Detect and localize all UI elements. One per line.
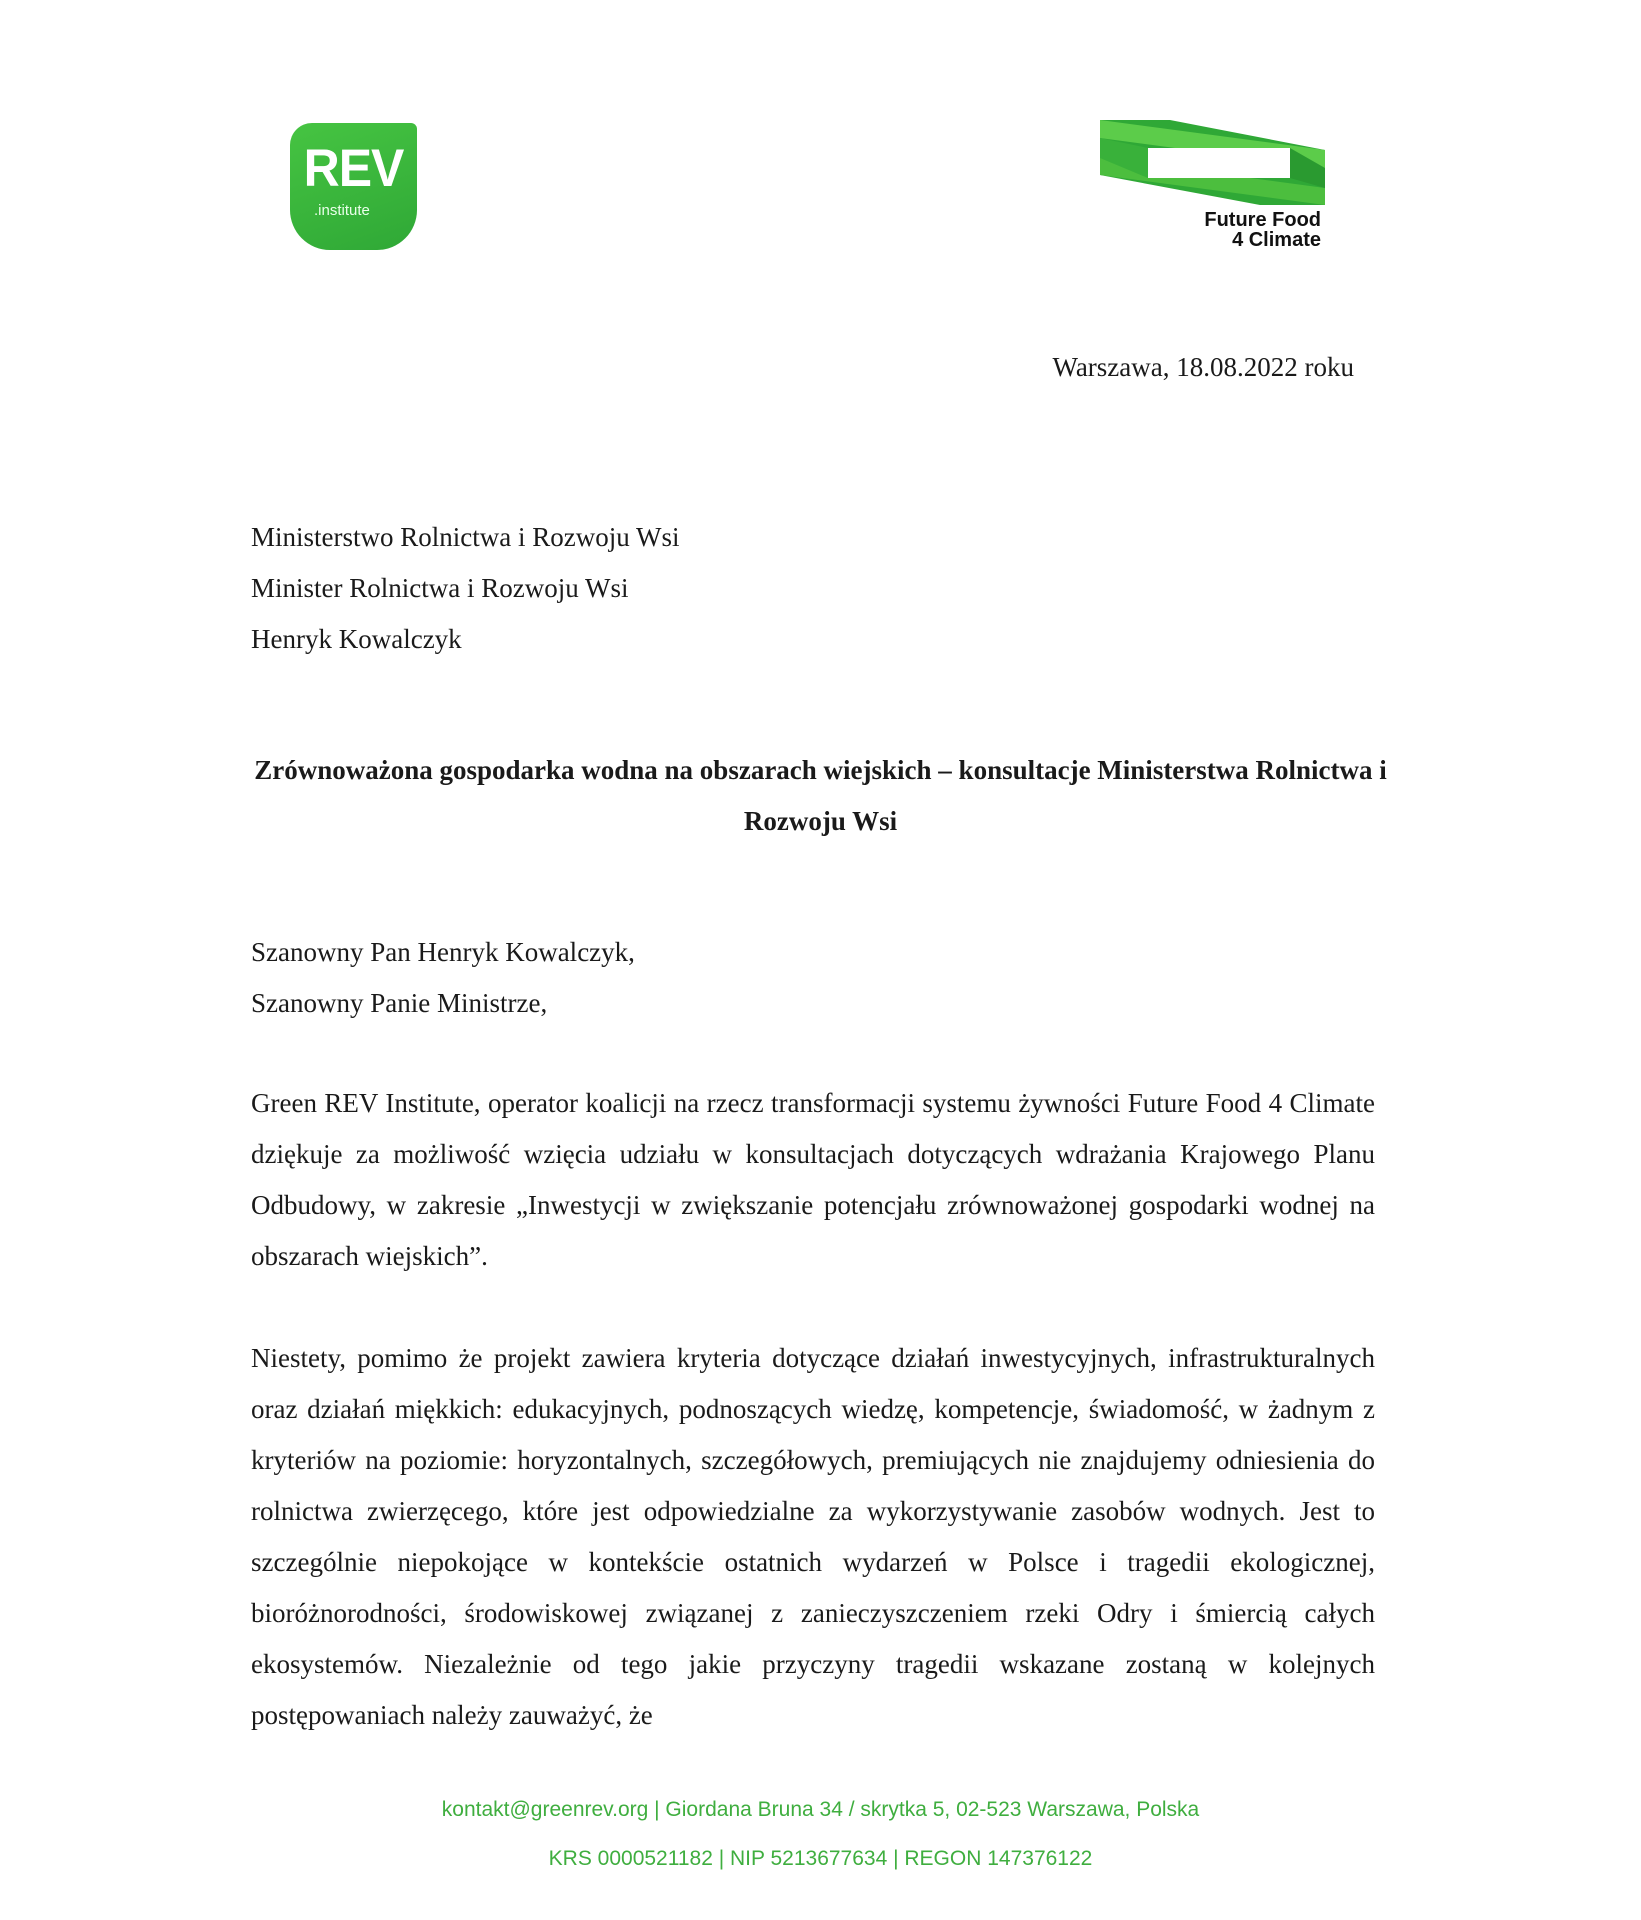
body-paragraph-2: Niestety, pomimo że projekt zawiera kryteria dotyczące działań inwestycyjnych, infrastrukturalnych oraz działań miękkich: edukacyjnych, podnoszących wiedzę, kompetencje, świadomość, w żadnym z kryteriów na poziomie: horyzontalnych, szczegółowych, premiujących nie znajdujemy odniesienia do rolnictwa zwierzęcego, które jest odpowiedzialne za wykorzystywanie zasobów wodnych. Jest to szczególnie niepokojące w kontekście ostatnich wydarzeń w Polsce i tragedii ekologicznej, bioróżnorodności, środowiskowej związanej z zanieczyszczeniem rzeki Odry i śmiercią całych ekosystemów. Niezależnie od tego jakie przyczyny tragedii wskazane zostaną w kolejnych postępowaniach należy zauważyć, że: [251, 1343, 1375, 1730]
letter-date: Warszawa, 18.08.2022 roku: [1052, 352, 1354, 382]
addressee-line-2: Minister Rolnictwa i Rozwoju Wsi: [251, 573, 629, 603]
rev-logo-text: REV: [303, 138, 404, 198]
rev-institute-logo: [290, 123, 417, 250]
greeting-line-1: Szanowny Pan Henryk Kowalczyk,: [251, 937, 635, 967]
letter-title: Zrównoważona gospodarka wodna na obszarach wiejskich – konsultacje Ministerstwa Rolnictwa i Rozwoju Wsi: [254, 755, 1387, 836]
rev-logo-subtext: .institute: [314, 202, 370, 219]
addressee-block: [251, 512, 679, 665]
ribbon-icon: [1100, 120, 1325, 210]
greeting-line-2: Szanowny Panie Ministrze,: [251, 988, 548, 1018]
future-food-logo-text: [1204, 210, 1321, 250]
addressee-line-1: Ministerstwo Rolnictwa i Rozwoju Wsi: [251, 522, 680, 552]
ff-line-2: 4 Climate: [1232, 229, 1321, 251]
greeting-block: [251, 927, 635, 1029]
footer-contact-line: kontakt@greenrev.org | Giordana Bruna 34 / skrytka 5, 02-523 Warszawa, Polska: [441, 1798, 1200, 1821]
footer-registry-line: KRS 0000521182 | NIP 5213677634 | REGON 147376122: [548, 1847, 1093, 1870]
addressee-line-3: Henryk Kowalczyk: [251, 624, 462, 654]
future-food-4-climate-logo: [1100, 120, 1325, 260]
ff-line-1: Future Food: [1204, 209, 1321, 231]
body-paragraph-1: Green REV Institute, operator koalicji na rzecz transformacji systemu żywności Future Food 4 Climate dziękuje za możliwość wzięcia udziału w konsultacjach dotyczących wdrażania Krajowego Planu Odbudowy, w zakresie „Inwestycji w zwiększanie potencjału zrównoważonej gospodarki wodnej na obszarach wiejskich”.: [251, 1088, 1375, 1271]
